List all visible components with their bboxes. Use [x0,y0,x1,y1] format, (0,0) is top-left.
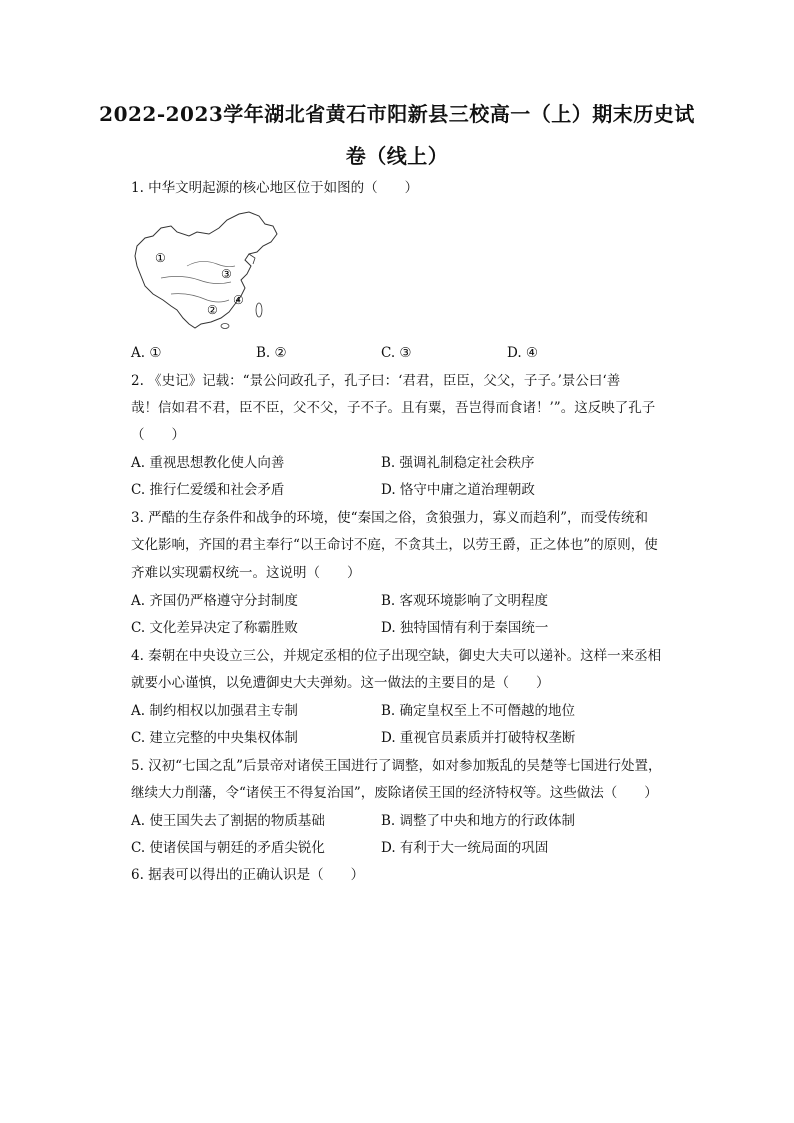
q3-option-c[interactable]: C. 文化差异决定了称霸胜败 [131,620,298,636]
q5-option-d[interactable]: D. 有利于大一统局面的巩固 [381,840,549,856]
q4-option-d[interactable]: D. 重视官员素质并打破特权垄断 [381,730,576,746]
q5-option-a[interactable]: A. 使王国失去了割据的物质基础 [131,813,325,829]
q1-option-c[interactable]: C. ③ [381,345,412,361]
q3-stem-line-2: 文化影响，齐国的君主奉行“以王命讨不庭，不贪其土，以劳王爵，正之体也”的原则，使 [131,537,658,553]
q5-option-b[interactable]: B. 调整了中央和地方的行政体制 [381,813,576,829]
doc-title-line-1: 2022-2023学年湖北省黄石市阳新县三校高一（上）期末历史试 [99,102,695,126]
q2-stem-line-2: 哉！信如君不君，臣不臣，父不父，子不子。且有粟，吾岂得而食诸！’”。这反映了孔子 [131,400,656,416]
doc-title-line-2: 卷（线上） [345,144,449,168]
q3-option-b[interactable]: B. 客观环境影响了文明程度 [381,593,549,609]
q4-option-b[interactable]: B. 确定皇权至上不可僭越的地位 [381,703,576,719]
q2-stem-line-1: 2. 《史记》记载：“景公问政孔子，孔子曰：‘君君，臣臣，父父，子子。’景公曰‘善 [131,373,621,389]
q4-option-c[interactable]: C. 建立完整的中央集权体制 [131,730,298,746]
q3-stem-line-3: 齐难以实现霸权统一。这说明（ ） [131,565,361,581]
q4-stem-line-1: 4. 秦朝在中央设立三公，并规定丞相的位子出现空缺，御史大夫可以递补。这样一来丞相 [131,648,662,664]
map-label-2: ② [207,303,218,317]
q5-stem-line-2: 继续大力削藩，令“诸侯王不得复治国”，废除诸侯王国的经济特权等。这些做法（ ） [131,785,658,801]
q1-stem: 1. 中华文明起源的核心地区位于如图的（ ） [131,180,419,196]
q2-stem-line-3: （ ） [131,427,185,443]
map-label-3: ③ [221,267,232,281]
q5-stem-line-1: 5. 汉初“七国之乱”后景帝对诸侯王国进行了调整，如对参加叛乱的吴楚等七国进行处置， [131,758,662,774]
q1-option-d[interactable]: D. ④ [507,345,539,361]
map-label-4: ④ [233,293,244,307]
q4-stem-line-2: 就要小心谨慎，以免遭御史大夫弹劾。这一做法的主要目的是（ ） [131,675,550,691]
q5-option-c[interactable]: C. 使诸侯国与朝廷的矛盾尖锐化 [131,840,325,856]
q2-option-d[interactable]: D. 恪守中庸之道治理朝政 [381,482,535,498]
q3-option-d[interactable]: D. 独特国情有利于秦国统一 [381,620,549,636]
q1-option-b[interactable]: B. ② [256,345,287,361]
q3-option-a[interactable]: A. 齐国仍严格遵守分封制度 [131,593,298,609]
q1-option-a[interactable]: A. ① [131,345,162,361]
q2-option-b[interactable]: B. 强调礼制稳定社会秩序 [381,455,535,471]
q6-stem: 6. 据表可以得出的正确认识是（ ） [131,867,365,883]
china-map-figure [131,208,281,333]
map-label-1: ① [155,251,166,265]
q4-option-a[interactable]: A. 制约相权以加强君主专制 [131,703,298,719]
q3-stem-line-1: 3. 严酷的生存条件和战争的环境，使“秦国之俗，贪狼强力，寡义而趋利”，而受传统和 [131,510,648,526]
q2-option-a[interactable]: A. 重视思想教化使人向善 [131,455,285,471]
q2-option-c[interactable]: C. 推行仁爱缓和社会矛盾 [131,482,285,498]
